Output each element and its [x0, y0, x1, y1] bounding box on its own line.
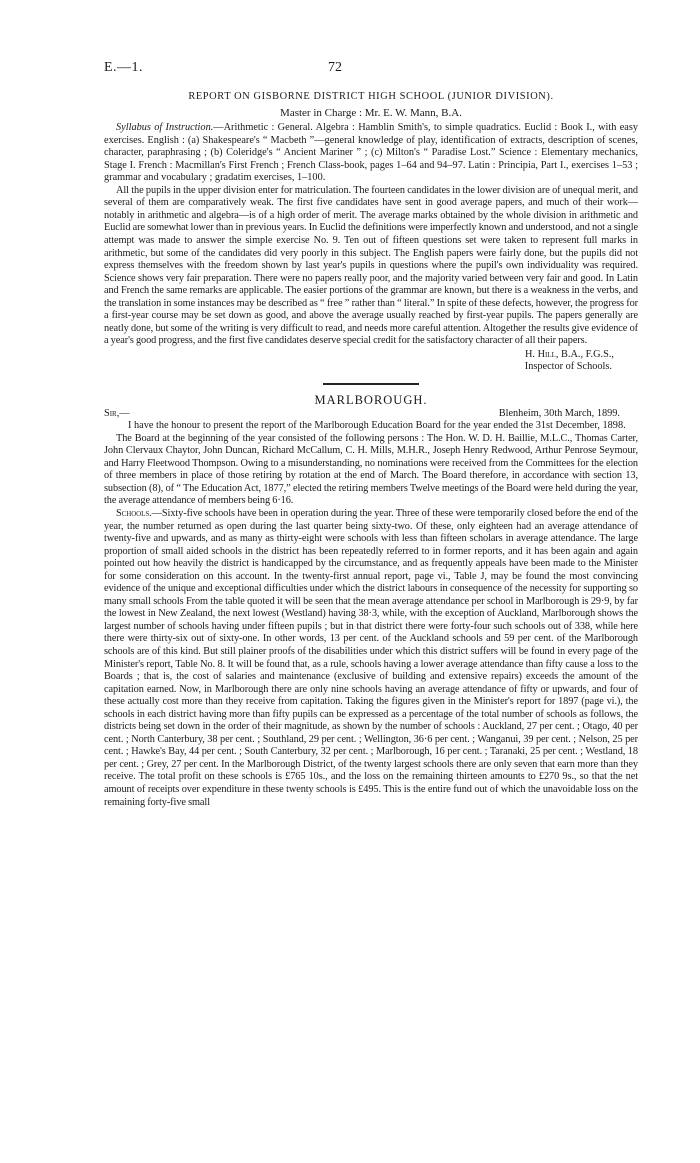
- schools-paragraph: [104, 508, 638, 809]
- board-paragraph: The Board at the beginning of the year consisted of the following persons : The Hon. W. D. H. Baillie, M.L.C., Thomas Carter, John Clervaux Chaytor, John Duncan, Richard McCallum, C. H. Mills, M.H.R., Joseph Henry Redwood, Arthur Penrose Seymour, and Harry Fleetwood Thompson. Owing to a misunderstanding, no nominations were received from the Committees for the election of three members in place of those retiring by rotation at the end of March. The Board therefore, in accordance with section 13, subsection (8), of “ The Education Act, 1877,” elected the retiring members Twelve meetings of the Board were held during the year, the average attendance of members being 6·16.: [104, 432, 638, 507]
- schools-label: Schools.: [116, 507, 152, 519]
- section-divider: [323, 383, 419, 385]
- section-title-marlborough: MARLBOROUGH.: [314, 393, 428, 408]
- intro-paragraph: I have the honour to present the report of the Marlborough Education Board for the year ended the 31st December, 1898.: [128, 420, 626, 432]
- syllabus-label: Syllabus of Instruction.: [116, 122, 214, 134]
- salutation-line: [104, 408, 638, 421]
- syllabus-paragraph: [104, 122, 638, 185]
- syllabus-text: —Arithmetic : General. Algebra : Hamblin Smith's, to simple quadratics. Euclid : Book I., with easy exercises. English : (a) Shakespeare's “ Macbeth ”—general knowledge of play, identification of extracts, description of scenes, character, paraphrasing ; (b) Coleridge's “ Ancient Mariner ” ; (c) Milton's “ Paradise Lost.” Science : Elementary mechanics, Stage I. French : Macmillan's First French ; French Class-book, pages 1–64 and 94–97. Latin : Principia, Part I., exercises 1–53 ; grammar and vocabulary ; gradatim exercises, 1–100.: [104, 122, 638, 184]
- page-reference: E.—1.: [104, 60, 144, 75]
- salutation: Sir,—: [104, 407, 130, 419]
- report-title: REPORT ON GISBORNE DISTRICT HIGH SCHOOL (JUNIOR DIVISION).: [188, 91, 554, 102]
- page-number: 72: [328, 60, 342, 75]
- schools-text: —Sixty-five schools have been in operation during the year. Three of these were temporarily closed before the end of the year, the number returned as open during the last quarter being sixty-two. Of these, only eighteen had an average attendance of twenty-five and upwards, and as many as thirty-eight were schools with less than fifteen scholars in average attendance. The large proportion of small aided schools in the district has been repeatedly referred to in former reports, and it has been again and again pointed out how heavily the district is handicapped by the circumstance, and as frequently appeals have been made to the Minister for some consideration on this account. In the twenty-first annual report, page vi., Table J, may be found the most convincing evidence of the unique and exceptional difficulties under which the district labours in consequence of the necessity for supporting so many small schools From the table quoted it will be seen that the mean average attendance per school in Marlborough is 29·9, by far the lowest in New Zealand, the next lowest (Westland) having 38·3, while, with the exception of Auckland, Marlborough shows the largest number of schools having under fifteen pupils ; but in that district there were forty-four such schools out of 338, while here there were thirty-six out of sixty-one. In other words, 13 per cent. of the Auckland schools and 59 per cent. of the Marlborough schools are of this kind. But still plainer proofs of the disabilities under which this district suffers will be found in every page of the Minister's report, Table No. 8. It will be found that, as a rule, schools having a lower average attendance than fifty cause a loss to the Boards ; that is, the cost of salaries and maintenance (exclusive of building and extensive repairs) exceeds the amount of the capitation earned. Now, in Marlborough there are only nine schools having an average attendance of fifty or upwards, and four of these actually cost more than they receive from capitation. Taking the figures given in the Minister's report for 1897 (page vi.), the schools in each district having more than fifty pupils can be expressed as a percentage of the total number of schools as follows, the districts being set down in the order of their magnitude, as shown by the number of schools : Auckland, 27 per cent. ; Otago, 40 per cent. ; North Canterbury, 38 per cent. ; Southland, 29 per cent. ; Wellington, 36·6 per cent. ; Wanganui, 39 per cent. ; Nelson, 25 per cent. ; Hawke's Bay, 44 per cent. ; South Canterbury, 32 per cent. ; Marlborough, 16 per cent. ; Taranaki, 25 per cent. ; Westland, 18 per cent. ; Grey, 27 per cent. In the Marlborough District, of the twenty largest schools there are only seven that earn more than they receive. The total profit on these schools is £765 10s., and the loss on the remaining thirteen amounts to £270 9s., so that the net amount of receipts over expenditure in these twenty schools is £495. This is the entire fund out of which the unavoidable loss on the remaining forty-five small: [104, 507, 638, 808]
- master-in-charge: Master in Charge : Mr. E. W. Mann, B.A.: [280, 106, 462, 119]
- signature-name: H. Hill, B.A., F.G.S.,: [524, 348, 614, 360]
- signature-title: Inspector of Schools.: [524, 361, 612, 373]
- main-column: [104, 91, 638, 809]
- dateline: Blenheim, 30th March, 1899.: [498, 407, 620, 419]
- report-body-paragraph: All the pupils in the upper division enter for matriculation. The fourteen candidates in the lower division are of unequal merit, and several of them are comparatively weak. The first five candidates have sent in good average papers, and much of their work—notably in arithmetic and algebra—is of a high order of merit. The average marks obtained by the whole division in arithmetic and Euclid are somewhat lower than in previous years. In Euclid the definitions were imperfectly known and understood, and not a single attempt was made to answer the simple exercise No. 9. Ten out of fifteen questions set were taken to represent full marks in arithmetic, but some of the candidates did very poorly in this subject. The English papers were fairly done, but the pupils did not express themselves with the freedom shown by last year's pupils in questions where the pupil's own individuality was required. Science shows very fair preparation. There were no papers really poor, and the majority varied between very fair and good. In Latin and French the same remarks are applicable. The easier portions of the grammar are known, but there is a weakness in the verbs, and the translation in some instances may be described as “ free ” rather than “ literal.” In spite of these defects, however, the progress for a first-year course may be set down as good, and above the average usually reached by first-year pupils. The papers generally are neatly done, but some of the writing is very difficult to read, and needs more careful attention. Altogether the results give evidence of a year's good progress, and the first five candidates deserve special credit for the satisfactory character of all their papers.: [104, 184, 638, 347]
